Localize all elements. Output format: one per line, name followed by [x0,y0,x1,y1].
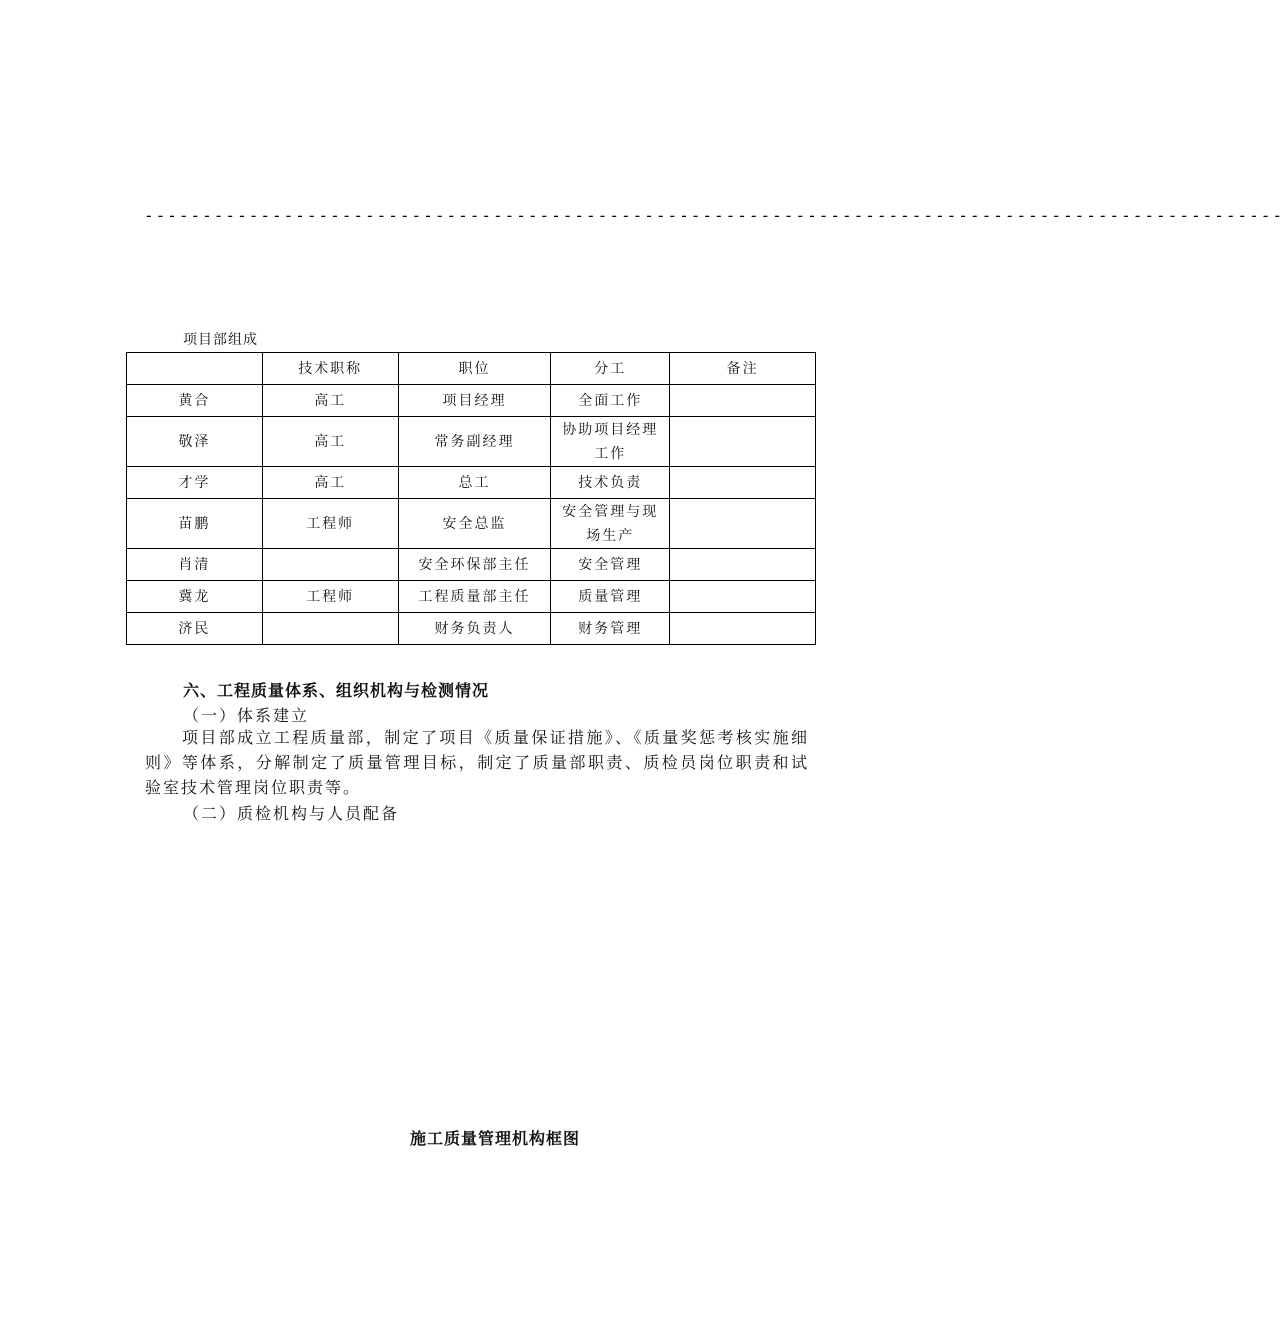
table-cell [670,581,816,613]
subsection-heading-inspection: （二）质检机构与人员配备 [183,804,400,823]
table-cell: 肖清 [127,549,263,581]
table-caption: 项目部组成 [183,332,258,348]
table-cell: 冀龙 [127,581,263,613]
table-cell: 才学 [127,467,263,499]
org-chart-title: 施工质量管理机构框图 [409,1129,580,1148]
table-cell: 苗鹏 [127,499,263,549]
table-cell [670,417,816,467]
table-row [127,499,816,549]
header-cell [127,353,263,385]
body-paragraph: 项目部成立工程质量部，制定了项目《质量保证措施》、《质量奖惩考核实施细则》等体系，分解制定了质量管理目标，制定了质量部职责、质检员岗位职责和试验室技术管理岗位职责等。 [145,728,809,797]
table-cell: 技术负责 [551,467,670,499]
table-cell: 财务负责人 [398,613,551,645]
table-cell: 高工 [262,385,398,417]
subsection-heading-system: （一）体系建立 [183,706,310,725]
table-cell: 全面工作 [551,385,670,417]
table-row [127,581,816,613]
table-cell: 济民 [127,613,263,645]
table-row [127,467,816,499]
table-cell: 安全总监 [398,499,551,549]
table-header-row [127,353,816,385]
table-cell: 总工 [398,467,551,499]
section-heading: 六、工程质量体系、组织机构与检测情况 [183,681,490,700]
table-cell: 黄合 [127,385,263,417]
table-cell [670,385,816,417]
header-cell: 备注 [670,353,816,385]
table-cell: 协助项目经理工作 [551,417,670,467]
table-cell [670,499,816,549]
table-cell [670,549,816,581]
table-cell: 敬泽 [127,417,263,467]
table-cell: 工程质量部主任 [398,581,551,613]
table-cell [670,467,816,499]
table-cell: 安全管理 [551,549,670,581]
table-cell: 工程师 [262,499,398,549]
table-cell: 高工 [262,417,398,467]
table-cell [670,613,816,645]
header-cell: 技术职称 [262,353,398,385]
table-row [127,613,816,645]
table-cell: 工程师 [262,581,398,613]
staff-table [126,352,816,645]
table-cell: 安全环保部主任 [398,549,551,581]
table-cell: 质量管理 [551,581,670,613]
header-cell: 职位 [398,353,551,385]
table-row [127,417,816,467]
table-cell: 财务管理 [551,613,670,645]
table-cell [262,549,398,581]
table-cell: 项目经理 [398,385,551,417]
table-row [127,385,816,417]
header-cell: 分工 [551,353,670,385]
table-row [127,549,816,581]
table-cell: 高工 [262,467,398,499]
table-cell [262,613,398,645]
table-cell: 常务副经理 [398,417,551,467]
table-cell: 安全管理与现场生产 [551,499,670,549]
separator-line: -------------------------------------------------------------------------------------------------- [144,206,1284,225]
